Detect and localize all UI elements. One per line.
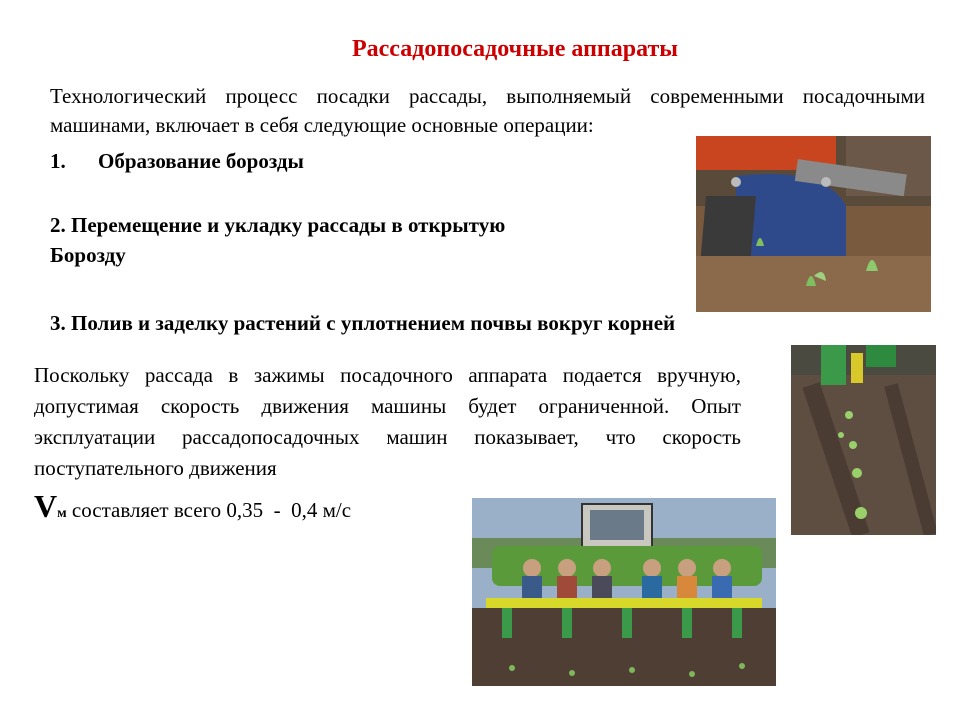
operation-1-number: 1.: [50, 149, 66, 173]
speed-subscript: м: [57, 506, 67, 521]
operation-1: [50, 146, 304, 176]
speed-symbol: V: [34, 488, 58, 524]
furrow-opener-photo: [696, 136, 931, 312]
speed-line: [34, 488, 351, 525]
operation-2: [50, 210, 505, 270]
transplanter-with-workers-photo: [472, 498, 776, 686]
speed-paragraph: Поскольку рассада в зажимы посадочного аппарата подается вручную, допустимая скорость движения машины будет ограниченной. Опыт эксплуатации рассадопосадочных машин показывает, что скорость поступательного движения: [34, 363, 741, 480]
planted-seedlings-field-photo: [791, 345, 936, 535]
operation-2-line2: Борозду: [50, 243, 126, 267]
operation-1-text: Образование борозды: [98, 149, 304, 173]
intro-text: Технологический процесс посадки рассады, выполняемый современными посадочными машинами, включает в себя следующие основные операции:: [50, 84, 925, 137]
speed-value-text: составляет всего 0,35 - 0,4 м/с: [66, 498, 352, 522]
operation-3: 3. Полив и заделку растений с уплотнением почвы вокруг корней: [50, 311, 676, 335]
page-title: Рассадопосадочные аппараты: [351, 36, 679, 62]
operation-2-line1: 2. Перемещение и укладку рассады в открытую: [50, 213, 506, 237]
